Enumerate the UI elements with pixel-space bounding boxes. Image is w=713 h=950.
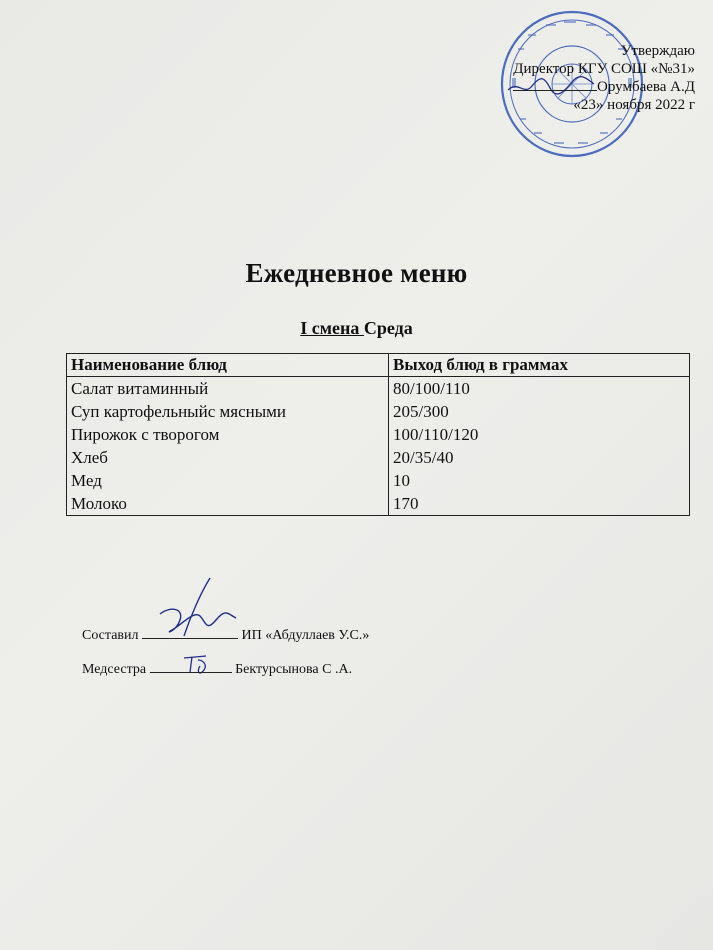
shift-label: I смена xyxy=(300,318,364,338)
day-label: Среда xyxy=(363,318,413,338)
approval-line-name: Орумбаева А.Д xyxy=(513,78,695,96)
bleed-through-text xyxy=(255,540,262,570)
dish-name: Суп картофельныйс мясными xyxy=(67,400,389,423)
compiled-label: Составил xyxy=(82,628,139,643)
dish-portion: 205/300 xyxy=(389,400,690,423)
dish-portion: 170 xyxy=(389,492,690,516)
table-row xyxy=(67,469,690,492)
dish-name: Молоко xyxy=(67,492,389,516)
dish-portion: 80/100/110 xyxy=(389,377,690,401)
menu-table xyxy=(66,353,690,516)
column-header-portion: Выход блюд в граммах xyxy=(389,354,690,377)
dish-name: Хлеб xyxy=(67,446,389,469)
approval-line-approve: Утверждаю xyxy=(620,43,695,59)
compiled-name: ИП «Абдуллаев У.С.» xyxy=(241,628,370,643)
dish-portion: 10 xyxy=(389,469,690,492)
approval-line-director: Директор КГУ СОШ «№31» xyxy=(513,61,695,77)
table-row xyxy=(67,400,690,423)
table-header-row xyxy=(67,354,690,377)
page-title: Ежедневное меню xyxy=(245,258,468,288)
dish-name: Мед xyxy=(67,469,389,492)
column-header-dish: Наименование блюд xyxy=(67,354,389,377)
compiled-by-line xyxy=(82,628,369,644)
table-row xyxy=(67,446,690,469)
nurse-name: Бектурсынова С .А. xyxy=(235,662,353,677)
approval-line-date: «23» ноября 2022 г xyxy=(573,97,695,113)
approval-block xyxy=(513,42,695,114)
page-subtitle xyxy=(0,318,713,339)
table-row xyxy=(67,492,690,516)
nurse-line xyxy=(82,662,352,678)
nurse-label: Медсестра xyxy=(82,662,147,677)
dish-name: Пирожок с творогом xyxy=(67,423,389,446)
dish-name: Салат витаминный xyxy=(67,377,389,401)
table-row xyxy=(67,377,690,401)
table-row xyxy=(67,423,690,446)
dish-portion: 100/110/120 xyxy=(389,423,690,446)
dish-portion: 20/35/40 xyxy=(389,446,690,469)
